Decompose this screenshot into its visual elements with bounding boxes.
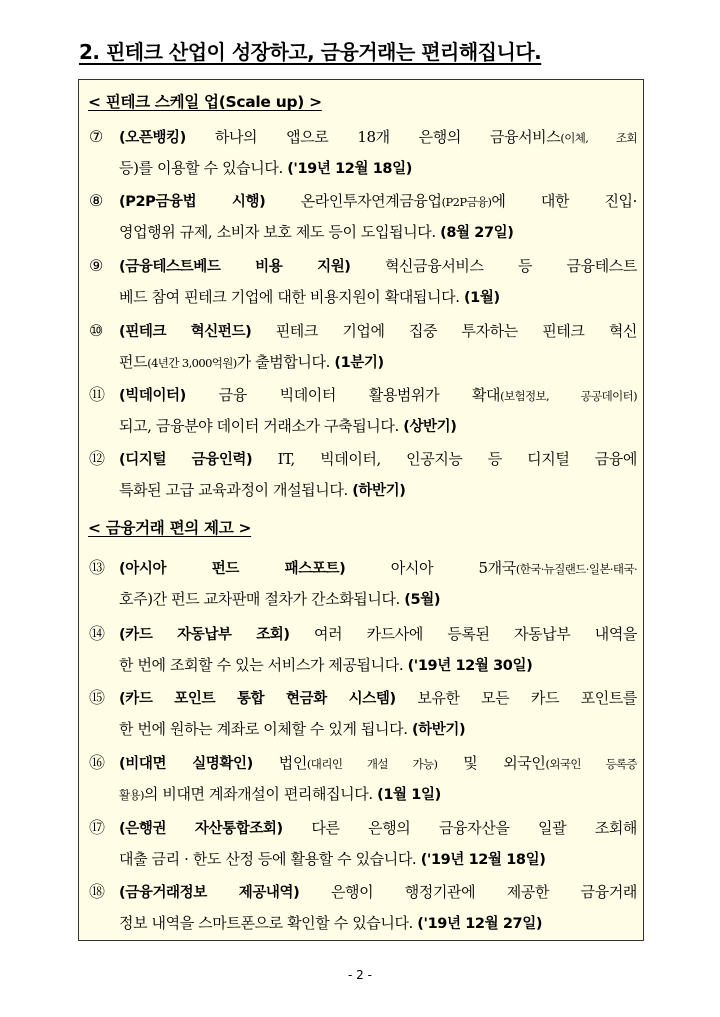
item-number: ⑨ xyxy=(89,256,104,275)
item-name: (디지털 금융인력) xyxy=(119,452,253,468)
item-number: ⑬ xyxy=(89,558,106,577)
item-name: (카드 포인트 통합 현금화 시스템) xyxy=(119,691,396,707)
item-date: ('19년 12월 18일) xyxy=(420,852,546,868)
list-item: ⑦ (오픈뱅킹) 하나의 앱으로 18개 은행의 금융서비스(이체, 조회 등)를 이용할 수 있습니다. ('19년 12월 18일) xyxy=(89,122,637,184)
item-number: ⑦ xyxy=(89,127,104,146)
item-number: ⑮ xyxy=(89,688,106,707)
list-item: ⑧ (P2P금융법 시행) 온라인투자연계금융업(P2P금융)에 대한 진입· 영업행위 규제, 소비자 보호 제도 등이 도입됩니다. (8월 27일) xyxy=(89,186,637,248)
item-number: ⑩ xyxy=(89,321,104,340)
list-item: ⑰ (은행권 자산통합조회) 다른 은행의 금융자산을 일괄 조회해 대출 금리 · 한도 산정 등에 활용할 수 있습니다. ('19년 12월 18일) xyxy=(89,813,637,875)
item-date: ('19년 12월 27일) xyxy=(417,916,543,932)
section-heading-scale-up: < 핀테크 스케일 업(Scale up) > xyxy=(88,93,322,111)
list-item: ⑮ (카드 포인트 통합 현금화 시스템) 보유한 모든 카드 포인트를 한 번에 원하는 계좌로 이체할 수 있게 됩니다. (하반기) xyxy=(89,683,637,745)
item-date: (1월 1일) xyxy=(377,787,441,803)
item-date: ('19년 12월 18일) xyxy=(287,161,412,177)
item-date: ('19년 12월 30일) xyxy=(407,658,533,674)
item-name: (핀테크 혁신펀드) xyxy=(119,324,252,340)
list-item: ⑬ (아시아 펀드 패스포트) 아시아 5개국(한국·뉴질랜드·일본·태국· 호주)간 펀드 교차판매 절차가 간소화됩니다. (5월) xyxy=(89,553,637,615)
item-name: (카드 자동납부 조회) xyxy=(119,627,290,643)
list-item: ⑭ (카드 자동납부 조회) 여러 카드사에 등록된 자동납부 내역을 한 번에 조회할 수 있는 서비스가 제공됩니다. ('19년 12월 30일) xyxy=(89,619,637,681)
item-name: (빅데이터) xyxy=(119,388,186,404)
item-date: (1월) xyxy=(463,290,500,306)
item-number: ⑱ xyxy=(89,882,106,901)
item-date: (5월) xyxy=(404,592,441,608)
list-item: ⑫ (디지털 금융인력) IT, 빅데이터, 인공지능 등 디지털 금융에 특화된 고급 교육과정이 개설됩니다. (하반기) xyxy=(89,444,637,506)
section-heading-convenience: < 금융거래 편의 제고 > xyxy=(88,519,252,537)
item-name: (은행권 자산통합조회) xyxy=(119,821,283,837)
item-name: (금융거래정보 제공내역) xyxy=(119,885,300,901)
item-name: (오픈뱅킹) xyxy=(119,130,186,146)
item-number: ⑧ xyxy=(89,191,104,210)
page-number: - 2 - xyxy=(348,968,372,982)
item-number: ⑰ xyxy=(89,818,106,837)
item-date: (하반기) xyxy=(411,722,466,738)
item-number: ⑫ xyxy=(89,449,106,468)
list-item: ⑪ (빅데이터) 금융 빅데이터 활용범위가 확대(보험정보, 공공데이터) 되고, 금융분야 데이터 거래소가 구축됩니다. (상반기) xyxy=(89,380,637,442)
item-date: (1분기) xyxy=(334,355,384,371)
content-box xyxy=(78,79,644,941)
item-name: (금융테스트베드 비용 지원) xyxy=(119,259,351,275)
list-item: ⑨ (금융테스트베드 비용 지원) 혁신금융서비스 등 금융테스트 베드 참여 핀테크 기업에 대한 비용지원이 확대됩니다. (1월) xyxy=(89,251,637,313)
list-item: ⑯ (비대면 실명확인) 법인(대리인 개설 가능) 및 외국인(외국인 등록증 활용)의 비대면 계좌개설이 편리해집니다. (1월 1일) xyxy=(89,748,637,810)
item-name: (P2P금융법 시행) xyxy=(119,194,266,210)
item-date: (하반기) xyxy=(352,483,406,499)
item-name: (비대면 실명확인) xyxy=(119,756,253,772)
item-name: (아시아 펀드 패스포트) xyxy=(119,561,346,577)
item-date: (8월 27일) xyxy=(440,225,514,241)
item-number: ⑪ xyxy=(89,385,106,404)
item-number: ⑭ xyxy=(89,624,106,643)
page-title: 2. 핀테크 산업이 성장하고, 금융거래는 편리해집니다. xyxy=(79,40,542,64)
list-item: ⑱ (금융거래정보 제공내역) 은행이 행정기관에 제공한 금융거래 정보 내역을 스마트폰으로 확인할 수 있습니다. ('19년 12월 27일) xyxy=(89,877,637,939)
item-number: ⑯ xyxy=(89,753,106,772)
item-date: (상반기) xyxy=(403,419,457,435)
list-item: ⑩ (핀테크 혁신펀드) 핀테크 기업에 집중 투자하는 핀테크 혁신 펀드(4년간 3,000억원)가 출범합니다. (1분기) xyxy=(89,316,637,378)
